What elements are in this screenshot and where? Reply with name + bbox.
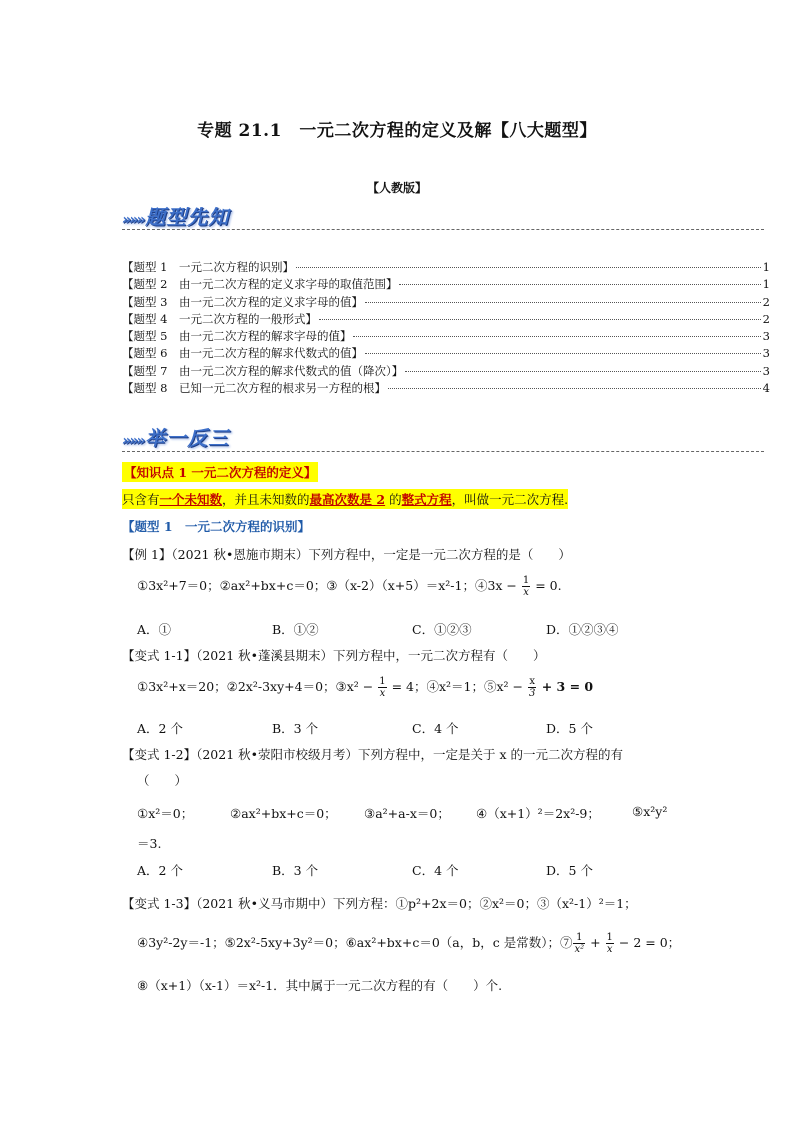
toc-entry-label: 【题型 4 一元二次方程的一般形式】 bbox=[122, 311, 317, 326]
equation: ④（x+1）²＝2x²-9； bbox=[476, 806, 600, 821]
equation: ①x²＝0； bbox=[137, 806, 194, 821]
variant-1-3-equations: ④3y²-2y＝-1；⑤2x²-5xy+3y²＝0；⑥ax²+bx+c＝0（a，b，c 是常数）；⑦ $\frac{1}{\text{x²}}$ + $\frac{1}{x}$ − 2 = 0； bbox=[137, 932, 681, 955]
toc-entry-label: 【题型 8 已知一元二次方程的根求另一方程的根】 bbox=[122, 381, 386, 396]
fraction: $\frac{x}{3}$ bbox=[528, 676, 536, 699]
toc-leader-dots bbox=[353, 336, 760, 337]
choice-a: A．2 个 bbox=[137, 863, 183, 878]
toc-entry[interactable] bbox=[122, 259, 770, 276]
variant-1-3-last-line: ⑧（x+1）（x-1）＝x²-1．其中属于一元二次方程的有（ ）个. bbox=[137, 978, 503, 993]
question-type-heading: 【题型 1 一元二次方程的识别】 bbox=[122, 519, 311, 534]
banner-text: 题型先知 bbox=[145, 205, 230, 229]
equation-continued: ＝3. bbox=[137, 836, 162, 851]
knowledge-point-body: 只含有一个未知数，并且未知数的最高次数是 2 的整式方程，叫做一元二次方程. bbox=[122, 489, 568, 509]
toc-entry[interactable] bbox=[122, 380, 770, 397]
answer-paren: （ ） bbox=[137, 773, 188, 788]
edition-label: 【人教版】 bbox=[366, 181, 427, 195]
section-banner-examples bbox=[122, 422, 229, 451]
toc-page-number: 3 bbox=[762, 329, 770, 344]
page-title: 专题 21.1 一元二次方程的定义及解【八大题型】 bbox=[197, 121, 597, 141]
choice-a: A．① bbox=[137, 622, 172, 637]
toc-entry[interactable] bbox=[122, 276, 770, 293]
toc-leader-dots bbox=[399, 284, 760, 285]
toc-page-number: 1 bbox=[762, 260, 770, 274]
fraction: $\frac{1}{\text{x²}}$ bbox=[574, 932, 585, 955]
toc-page-number: 3 bbox=[762, 363, 770, 378]
variant-1-2-stem: 【变式 1-2】（2021 秋•荥阳市校级月考）下列方程中，一定是关于 x 的一元二次方程的有 bbox=[122, 747, 624, 762]
toc-page-number: 2 bbox=[762, 311, 770, 326]
divider bbox=[122, 229, 764, 230]
example-1-equations: ①3x²+7＝0；②ax²+bx+c＝0；③（x-2）（x+5）＝x²-1；④3x − $\frac{1}{x}$ = 0. bbox=[137, 575, 562, 598]
toc-entry[interactable] bbox=[122, 294, 770, 311]
toc-leader-dots bbox=[365, 353, 761, 354]
toc-entry-label: 【题型 5 由一元二次方程的解求字母的值】 bbox=[122, 329, 352, 344]
choice-a: A．2 个 bbox=[137, 721, 183, 736]
toc-entry[interactable] bbox=[122, 311, 770, 328]
choice-c: C．4 个 bbox=[412, 863, 459, 878]
toc-page-number: 3 bbox=[762, 346, 770, 361]
toc-leader-dots bbox=[319, 319, 761, 320]
equation: ②ax²+bx+c＝0； bbox=[230, 806, 337, 821]
fraction: $\frac{1}{x}$ bbox=[379, 676, 386, 699]
equation: ③a²+a-x＝0； bbox=[364, 806, 450, 821]
choice-b: B．3 个 bbox=[272, 721, 319, 736]
toc-leader-dots bbox=[388, 388, 761, 389]
toc-leader-dots bbox=[405, 371, 760, 372]
variant-1-1-stem: 【变式 1-1】（2021 秋•蓬溪县期末）下列方程中，一元二次方程有（ ） bbox=[122, 648, 546, 663]
choice-d: D．5 个 bbox=[546, 721, 593, 736]
toc-page-number: 1 bbox=[762, 277, 770, 292]
choice-d: D．①②③④ bbox=[546, 622, 619, 637]
choice-c: C．4 个 bbox=[412, 721, 459, 736]
toc-entry-label: 【题型 2 由一元二次方程的定义求字母的取值范围】 bbox=[122, 277, 398, 292]
section-banner-preview bbox=[122, 201, 229, 230]
example-1-stem: 【例 1】（2021 秋•恩施市期末）下列方程中，一定是一元二次方程的是（ ） bbox=[122, 547, 571, 562]
banner-text: 举一反三 bbox=[145, 426, 230, 450]
toc-entry[interactable] bbox=[122, 345, 770, 362]
choice-b: B．3 个 bbox=[272, 863, 319, 878]
variant-1-1-equations: ①3x²+x＝20；②2x²-3xy+4＝0；③x² − $\frac{1}{x}$ = 4；④x²＝1；⑤x² − $\frac{x}{3}$ + 3 = 0 bbox=[137, 676, 594, 699]
toc-entry-label: 【题型 3 由一元二次方程的定义求字母的值】 bbox=[122, 294, 363, 309]
banner-arrows-icon: »»» bbox=[122, 433, 144, 449]
fraction: $\frac{1}{x}$ bbox=[606, 932, 613, 955]
choice-c: C．①②③ bbox=[412, 622, 472, 637]
fraction: $\frac{1}{x}$ bbox=[522, 575, 530, 598]
toc-page-number: 2 bbox=[762, 294, 770, 309]
toc-leader-dots bbox=[296, 267, 761, 268]
knowledge-point-title: 【知识点 1 一元二次方程的定义】 bbox=[122, 462, 318, 482]
variant-1-3-stem: 【变式 1-3】（2021 秋•义马市期中）下列方程：①p²+2x＝0；②x²＝0；③（x²-1）²＝1； bbox=[122, 896, 637, 911]
toc-leader-dots bbox=[365, 302, 761, 303]
toc-entry[interactable] bbox=[122, 328, 770, 345]
choice-d: D．5 个 bbox=[546, 863, 593, 878]
table-of-contents bbox=[122, 259, 770, 397]
divider bbox=[122, 451, 764, 452]
banner-arrows-icon: »»» bbox=[122, 212, 144, 228]
equation: ⑤x²y² bbox=[632, 804, 668, 819]
toc-entry-label: 【题型 6 由一元二次方程的解求代数式的值】 bbox=[122, 346, 363, 361]
choice-b: B．①② bbox=[272, 622, 319, 637]
toc-entry-label: 【题型 1 一元二次方程的识别】 bbox=[122, 260, 294, 274]
toc-entry-label: 【题型 7 由一元二次方程的解求代数式的值（降次）】 bbox=[122, 363, 404, 378]
toc-page-number: 4 bbox=[762, 381, 770, 396]
toc-entry[interactable] bbox=[122, 363, 770, 380]
